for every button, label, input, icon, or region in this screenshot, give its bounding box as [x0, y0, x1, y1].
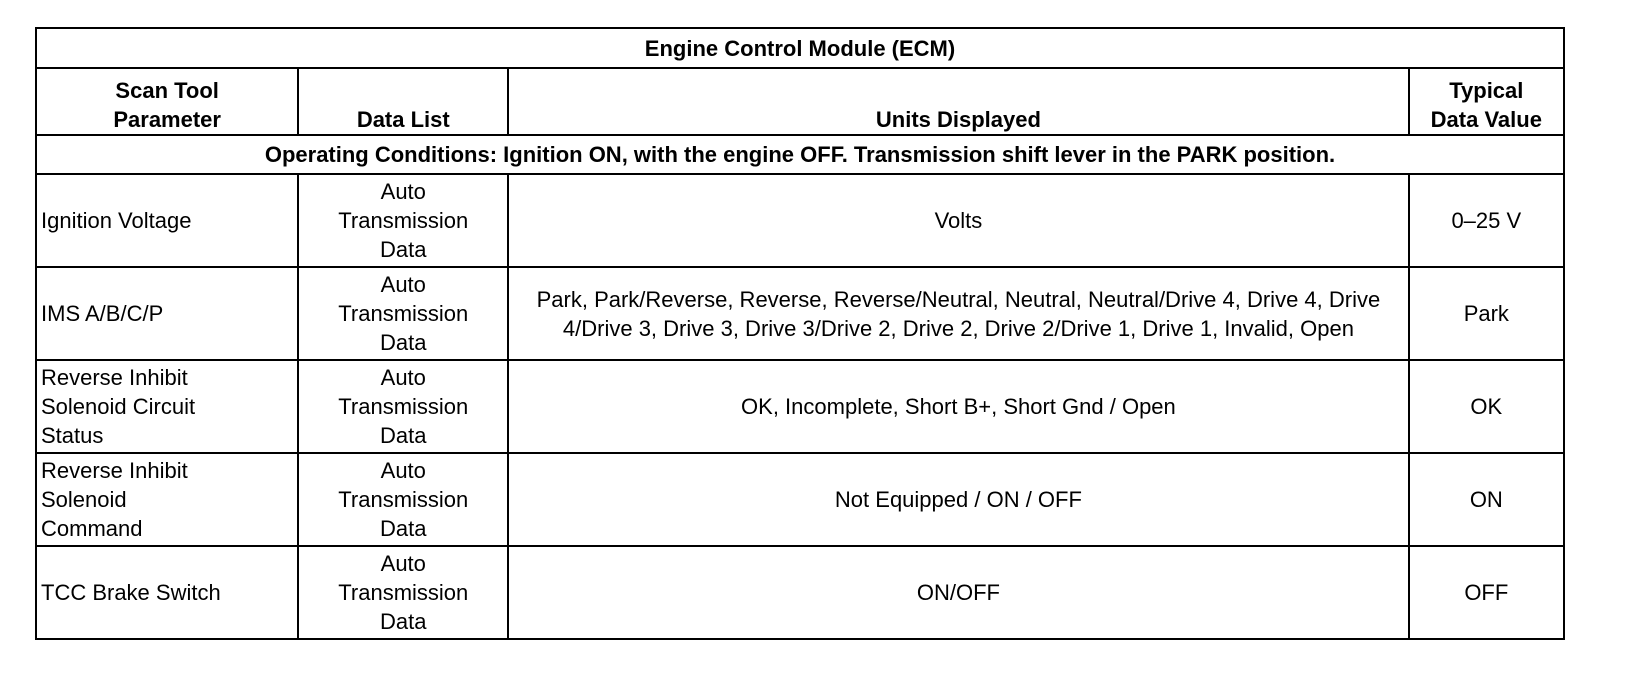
cell-units: OK, Incomplete, Short B+, Short Gnd / Open: [508, 360, 1408, 453]
cell-data-list-text: Auto Transmission Data: [338, 458, 469, 541]
cell-typical-value: Park: [1409, 267, 1564, 360]
header-typical-data-value-label: Typical Data Value: [1430, 78, 1542, 132]
cell-parameter: IMS A/B/C/P: [36, 267, 298, 360]
cell-data-list: [298, 267, 508, 360]
header-units-displayed: Units Displayed: [508, 68, 1408, 135]
table-row: [36, 174, 1564, 267]
cell-data-list-text: Auto Transmission Data: [338, 551, 469, 634]
cell-units: Volts: [508, 174, 1408, 267]
cell-typical-value: OK: [1409, 360, 1564, 453]
cell-units: Park, Park/Reverse, Reverse, Reverse/Neutral, Neutral, Neutral/Drive 4, Drive 4, Drive 4/Drive 3, Drive 3, Drive 3/Drive 2, Drive 2, Drive 2/Drive 1, Drive 1, Invalid, Open: [508, 267, 1408, 360]
table-row: [36, 360, 1564, 453]
cell-data-list-text: Auto Transmission Data: [338, 365, 469, 448]
cell-typical-value: OFF: [1409, 546, 1564, 639]
cell-data-list: [298, 360, 508, 453]
operating-conditions: Operating Conditions: Ignition ON, with the engine OFF. Transmission shift lever in the PARK position.: [36, 135, 1564, 174]
cell-units: Not Equipped / ON / OFF: [508, 453, 1408, 546]
cell-data-list-text: Auto Transmission Data: [338, 179, 469, 262]
cell-parameter: TCC Brake Switch: [36, 546, 298, 639]
cell-data-list: [298, 546, 508, 639]
ecm-data-table: [35, 27, 1565, 640]
cell-parameter: Ignition Voltage: [36, 174, 298, 267]
header-typical-data-value: [1409, 68, 1564, 135]
cell-typical-value: ON: [1409, 453, 1564, 546]
table-row: [36, 453, 1564, 546]
cell-parameter: [36, 453, 298, 546]
cell-parameter-text: Reverse Inhibit Solenoid Command: [41, 458, 188, 541]
cell-data-list: [298, 174, 508, 267]
cell-data-list-text: Auto Transmission Data: [338, 272, 469, 355]
column-header-row: [36, 68, 1564, 135]
cell-parameter: [36, 360, 298, 453]
header-scan-tool-parameter-label: Scan Tool Parameter: [113, 78, 221, 132]
cell-data-list: [298, 453, 508, 546]
cell-parameter-text: Reverse Inhibit Solenoid Circuit Status: [41, 365, 196, 448]
header-data-list: Data List: [298, 68, 508, 135]
table-row: [36, 267, 1564, 360]
cell-typical-value: 0–25 V: [1409, 174, 1564, 267]
table-row: [36, 546, 1564, 639]
cell-units: ON/OFF: [508, 546, 1408, 639]
table-title: Engine Control Module (ECM): [36, 28, 1564, 68]
header-scan-tool-parameter: [36, 68, 298, 135]
operating-conditions-row: [36, 135, 1564, 174]
table-title-row: [36, 28, 1564, 68]
